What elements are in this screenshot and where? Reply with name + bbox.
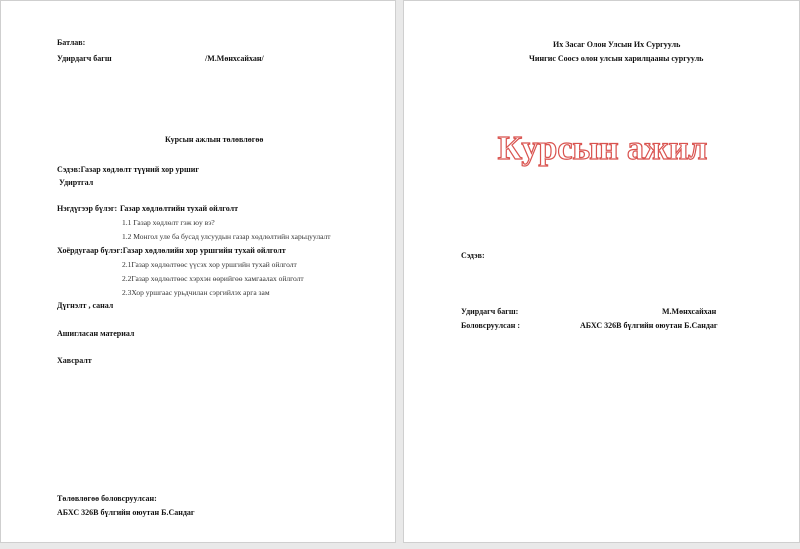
supervisor-name: /М.Мөнхсайхан/ — [205, 54, 264, 63]
references-heading: Ашигласан материал — [57, 329, 135, 338]
plan-author-label: Төлөвлөгөө боловсруулсан: — [57, 494, 157, 503]
chapter2-item: 2.2Газар хөдлөлтөөс хэрхэн өөрийгөө хамгаалах ойлголт — [122, 274, 304, 283]
university-name: Их Засаг Олон Улсын Их Сургууль — [553, 40, 681, 49]
school-name: Чингис Соосэ олон улсын харилцааны сургууль — [529, 54, 704, 63]
plan-title: Курсын ажлын төлөвлөгөө — [165, 135, 264, 144]
author-label: Боловсруулсан : — [461, 321, 520, 330]
supervisor-label: Удирдагч багш: — [461, 307, 519, 316]
appendix-heading: Хавсралт — [57, 356, 92, 365]
approve-label: Батлав: — [57, 38, 86, 47]
topic-label: Сэдэв: — [461, 251, 485, 260]
chapter1-item: 1.1 Газар хөдлөлт гэж юу вэ? — [122, 218, 215, 227]
intro-heading: Удиртгал — [59, 178, 94, 187]
conclusion-heading: Дүгнэлт , санал — [57, 301, 114, 310]
chapter1-title: Газар хөдлөлтийн тухай ойлголт — [120, 204, 239, 213]
supervisor-name: М.Мөнхсайхан — [662, 307, 717, 316]
topic-line: Сэдэв:Газар хөдлөлт түүний хор уршиг — [57, 165, 199, 174]
chapter2-item: 2.1Газар хөдлөлтөөс үүсэх хор уршгийн тухай ойлголт — [122, 260, 297, 269]
author-name: АБХС 326В бүлгийн оюутан Б.Сандаг — [580, 321, 718, 330]
document-page-right — [403, 0, 800, 543]
wordart-title: Курсын ажил — [497, 130, 708, 167]
chapter2-heading: Хоёрдугаар бүлэг:Газар хөдлөлийн хор уршгийн тухай ойлголт — [57, 246, 286, 255]
chapter2-item: 2.3Хор уршгаас урьдчилан сэргийлэх арга зам — [122, 288, 270, 297]
chapter1-label: Нэгдүгээр бүлэг: — [57, 204, 118, 213]
chapter1-item: 1.2 Монгол уле ба бусад улсуудын газар хөдлөлтийн харьцуулалт — [122, 232, 331, 241]
supervisor-label: Удирдагч багш — [57, 54, 112, 63]
document-page-left — [0, 0, 396, 543]
plan-author-name: АБХС 326В бүлгийн оюутан Б.Сандаг — [57, 508, 195, 517]
